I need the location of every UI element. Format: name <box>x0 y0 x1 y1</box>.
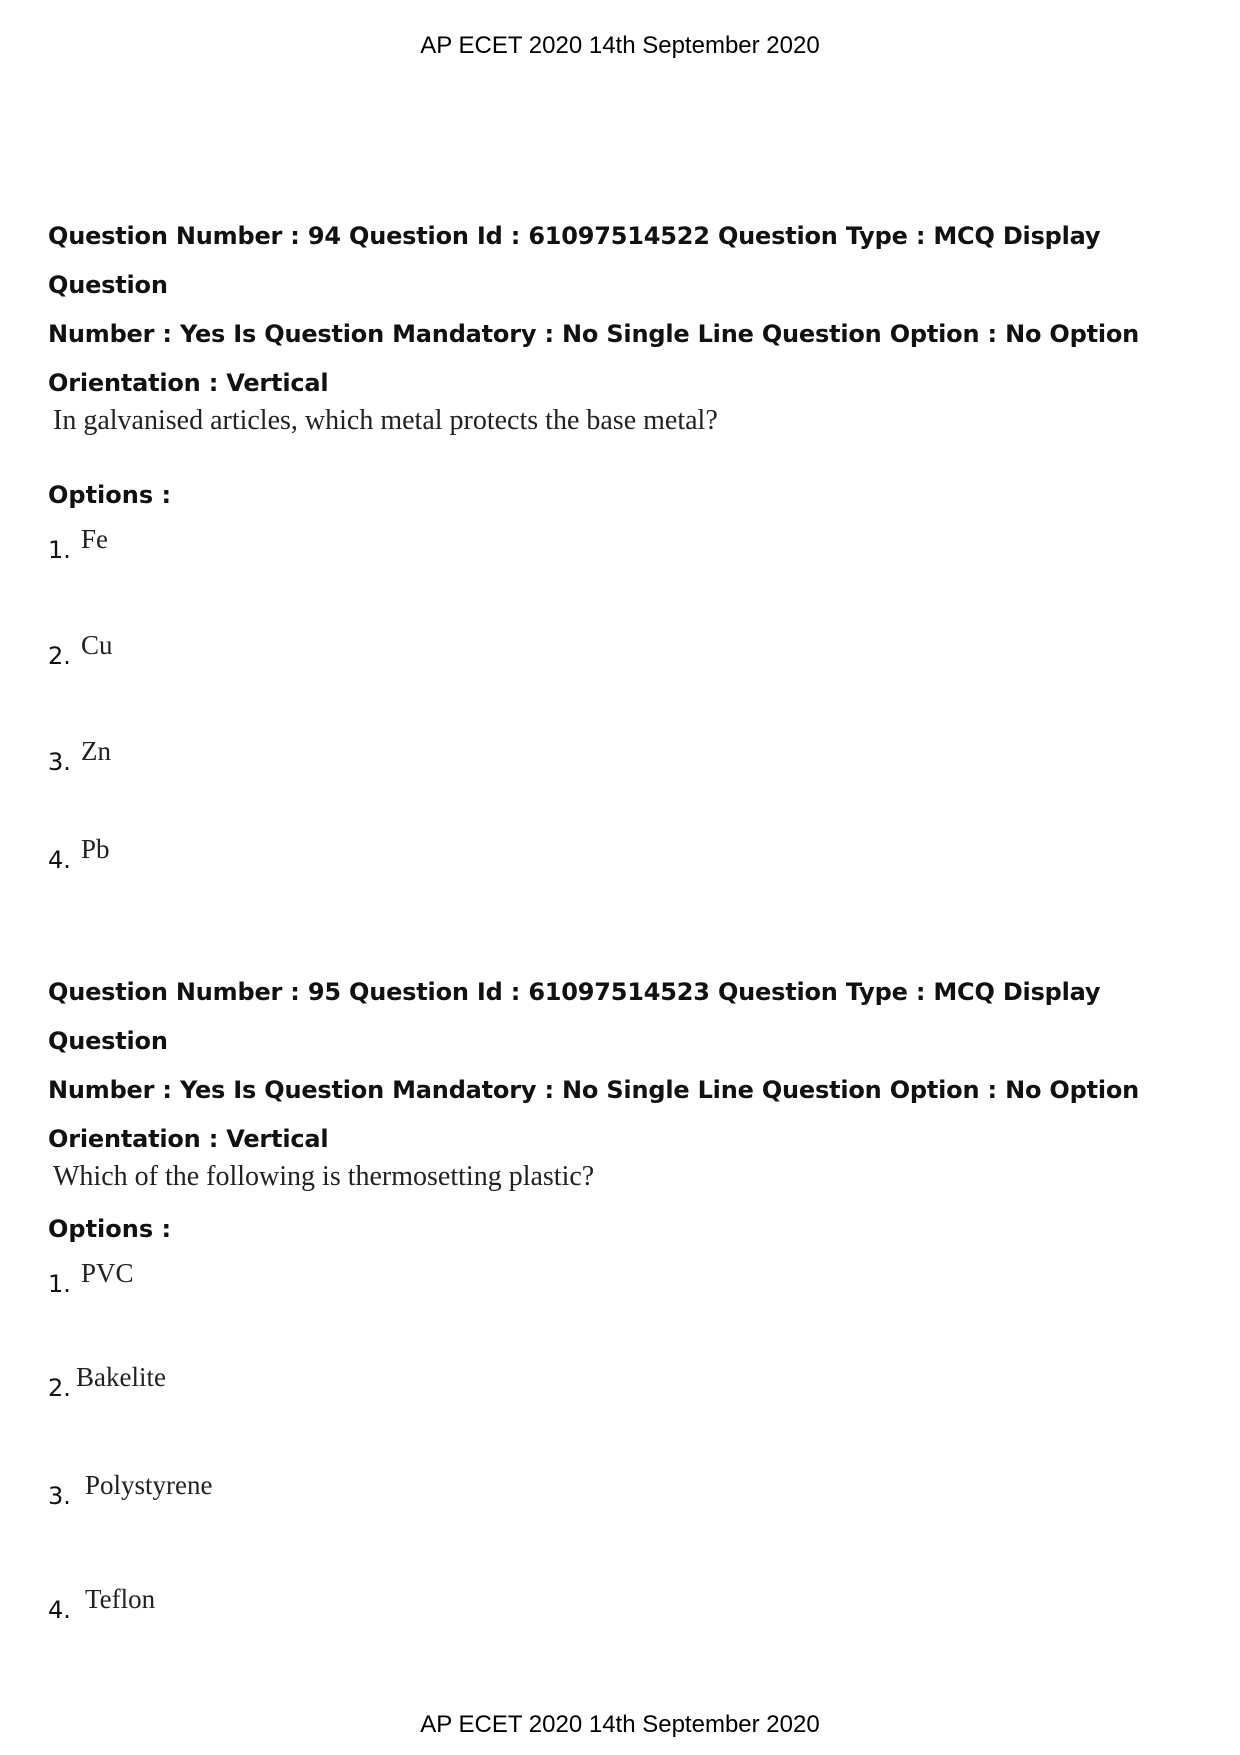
question-meta-line-1: Question Number : 94 Question Id : 61097514522 Question Type : MCQ Display Question <box>48 222 1101 299</box>
option-number: 1. <box>48 1270 71 1298</box>
option-number: 2. <box>48 1374 71 1402</box>
option-item[interactable] <box>48 1258 1198 1298</box>
question-meta-line-1: Question Number : 95 Question Id : 61097514523 Question Type : MCQ Display Question <box>48 978 1101 1055</box>
option-text: Cu <box>81 630 113 660</box>
question-block-94 <box>48 212 1198 874</box>
option-text: Zn <box>81 736 111 766</box>
option-number: 4. <box>48 846 71 874</box>
option-item[interactable] <box>48 1470 1198 1510</box>
options-list <box>48 524 1198 874</box>
option-item[interactable] <box>48 736 1198 776</box>
option-text: PVC <box>81 1258 134 1288</box>
option-number: 4. <box>48 1596 71 1624</box>
option-number: 1. <box>48 536 71 564</box>
question-meta-line-3: Orientation : Vertical <box>48 369 329 397</box>
option-text: Pb <box>81 834 110 864</box>
option-item[interactable] <box>48 1584 1198 1624</box>
option-text: Polystyrene <box>85 1470 213 1500</box>
option-text: Fe <box>81 524 108 554</box>
option-item[interactable] <box>48 1362 1198 1402</box>
option-text: Bakelite <box>76 1362 166 1392</box>
question-block-95 <box>48 968 1198 1624</box>
option-item[interactable] <box>48 524 1198 564</box>
option-item[interactable] <box>48 630 1198 670</box>
question-text: Which of the following is thermosetting plastic? <box>53 1161 595 1192</box>
option-text: Teflon <box>85 1584 156 1614</box>
options-label: Options : <box>48 1215 172 1243</box>
question-text: In galvanised articles, which metal protects the base metal? <box>53 405 718 436</box>
option-item[interactable] <box>48 834 1198 874</box>
option-number: 2. <box>48 642 71 670</box>
page-header: AP ECET 2020 14th September 2020 <box>420 32 820 59</box>
option-number: 3. <box>48 748 71 776</box>
question-meta-line-2: Number : Yes Is Question Mandatory : No Single Line Question Option : No Option <box>48 320 1140 348</box>
option-number: 3. <box>48 1482 71 1510</box>
question-meta-line-2: Number : Yes Is Question Mandatory : No Single Line Question Option : No Option <box>48 1076 1140 1104</box>
options-label: Options : <box>48 481 172 509</box>
question-meta-line-3: Orientation : Vertical <box>48 1125 329 1153</box>
page-footer: AP ECET 2020 14th September 2020 <box>420 1711 820 1738</box>
options-list <box>48 1258 1198 1624</box>
